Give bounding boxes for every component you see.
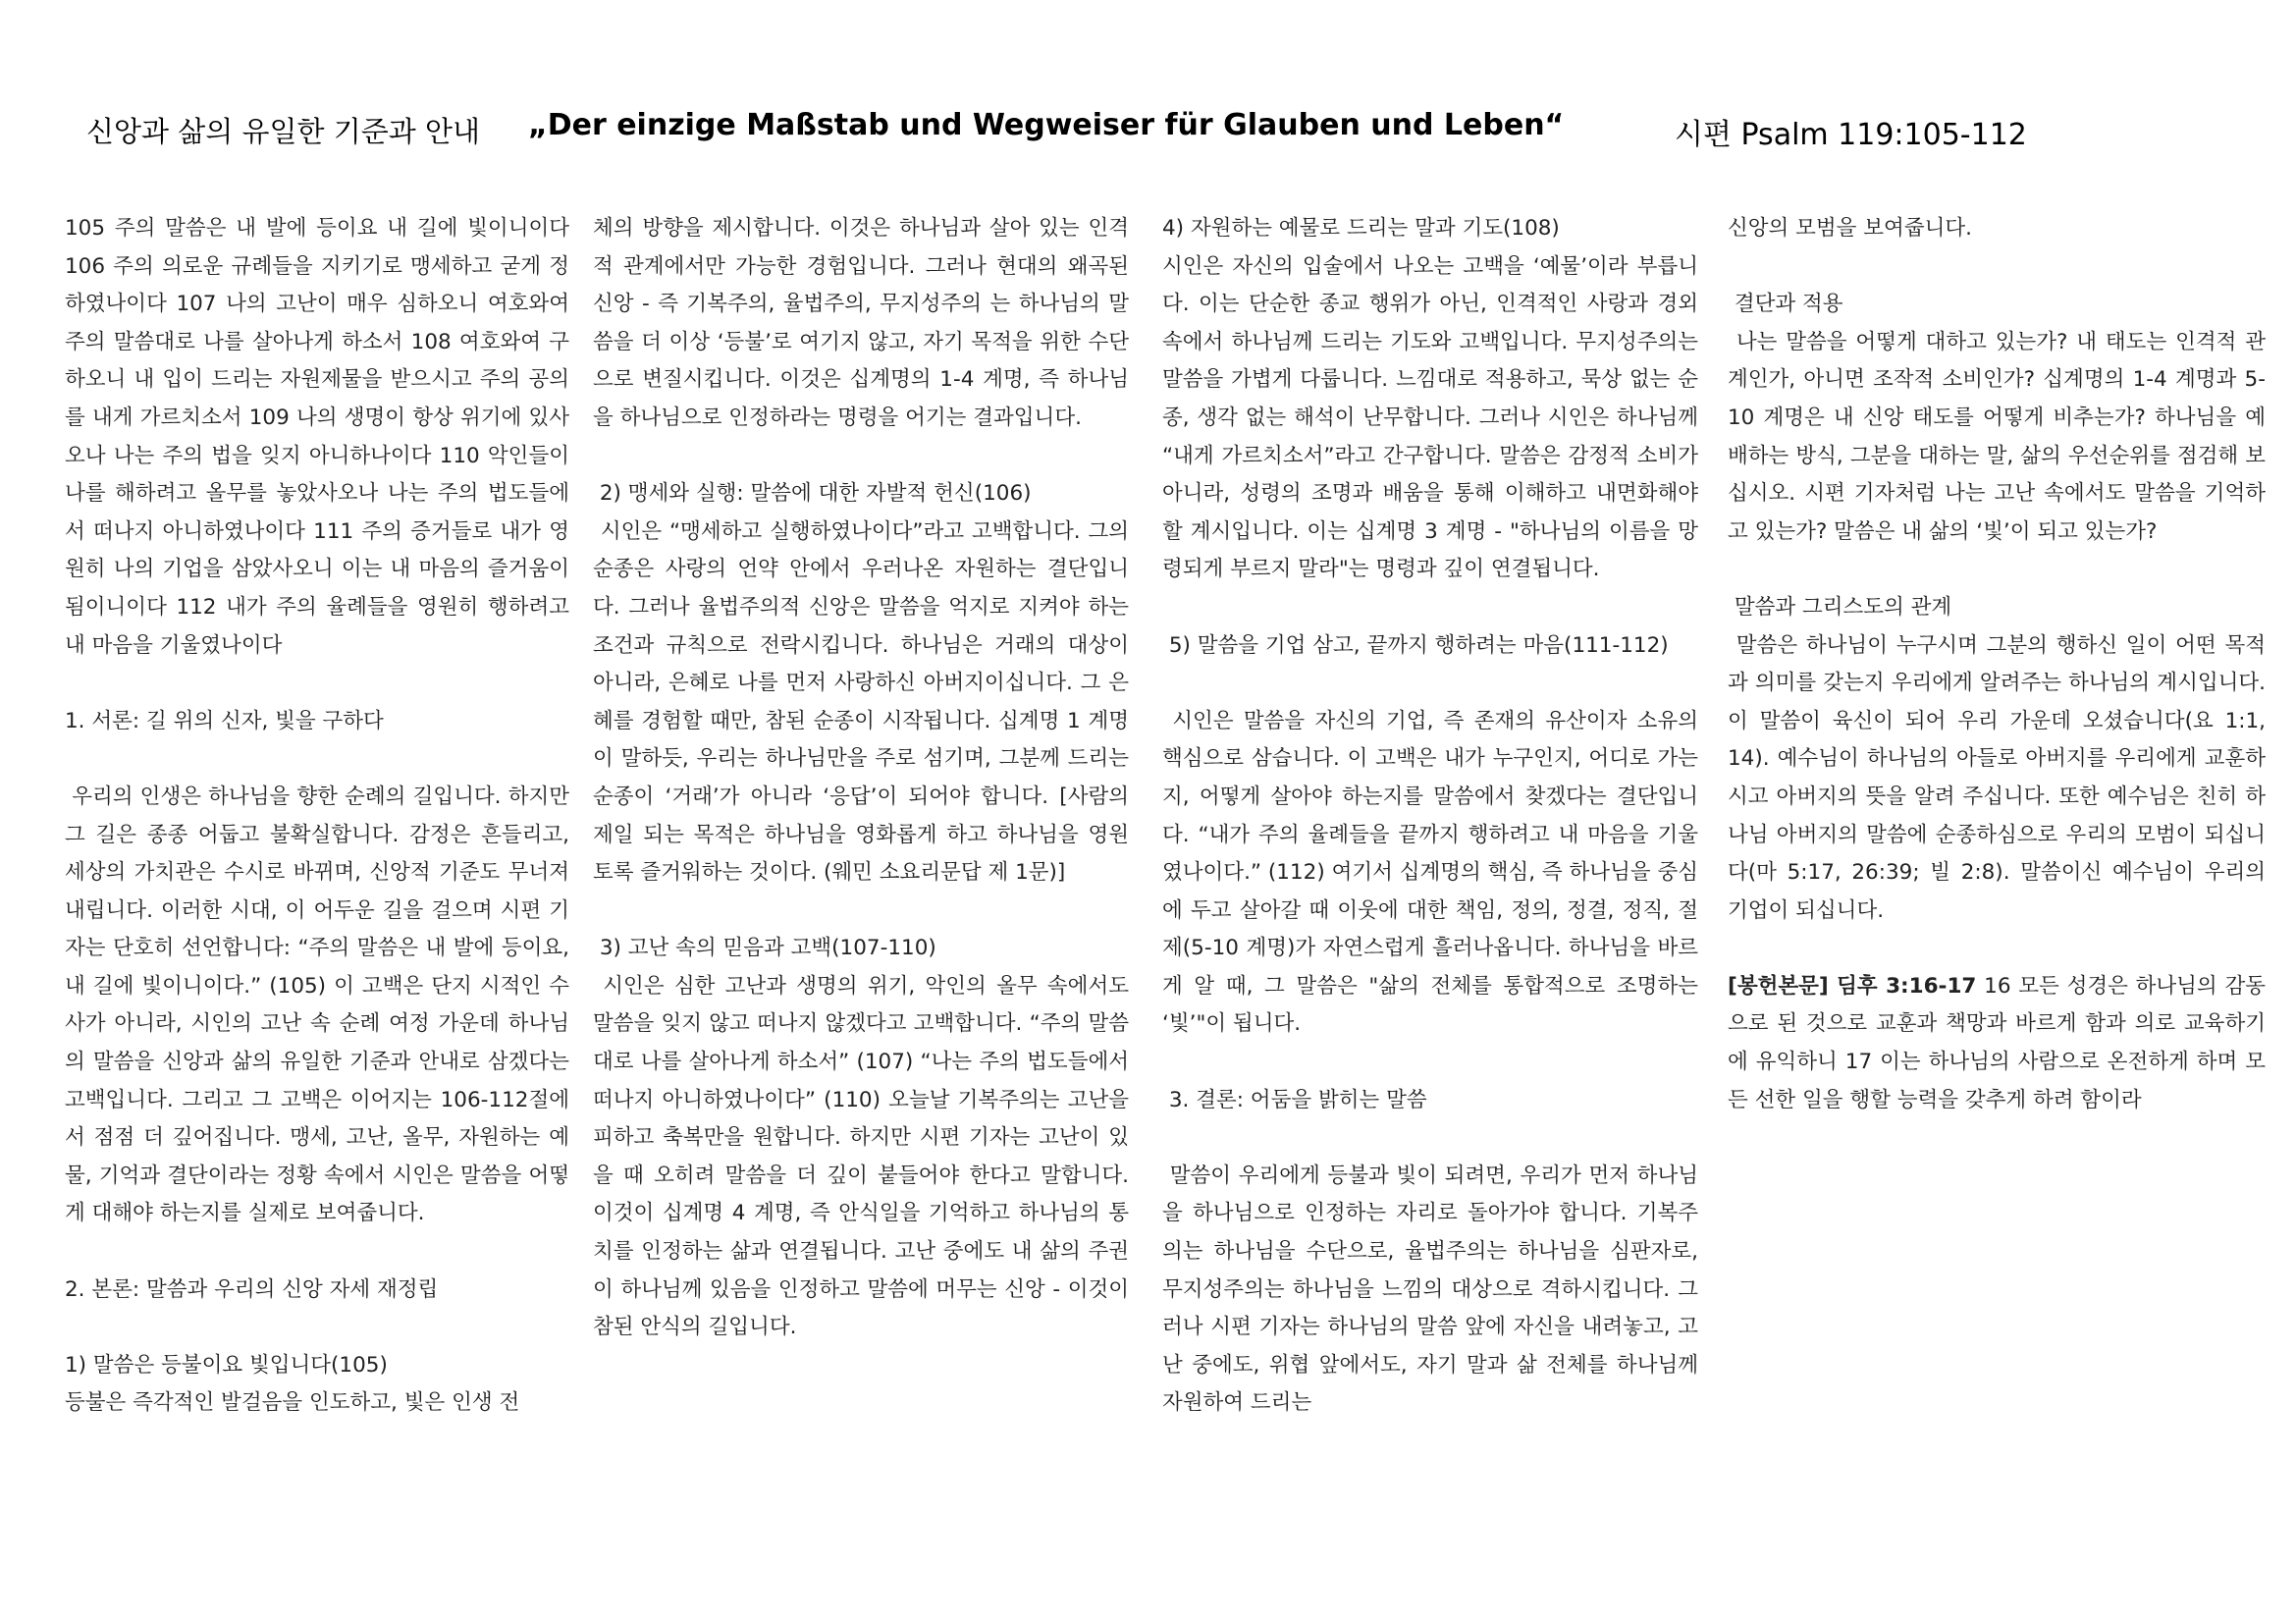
spacer — [65, 1309, 569, 1347]
application-body: 나는 말씀을 어떻게 대하고 있는가? 내 태도는 인격적 관계인가, 아니면 조작적 소비인가? 십계명의 1-4 계명과 5-10 계명은 내 신앙 태도를 어떻게 비추는가? 하나님을 예배하는 방식, 그분을 대하는 말, 삶의 우선순위를 점검해 보십시오. 시편 기자처럼 나는 고난 속에서도 말씀을 기억하고 있는가? 말씀은 내 삶의 ‘빛’이 되고 있는가? — [1728, 329, 2266, 544]
section-3-heading: 3) 고난 속의 믿음과 고백(107-110) — [593, 936, 936, 961]
spacer — [1162, 1044, 1698, 1082]
column-2 — [593, 210, 1136, 1347]
section-3-body: 시인은 심한 고난과 생명의 위기, 악인의 올무 속에서도 말씀을 잊지 않고 떠나지 않겠다고 고백합니다. “주의 말씀대로 나를 살아나게 하소서” (107) “나는 주의 법도들에서 떠나지 아니하였나이다” (110) 오늘날 기복주의는 고난을 피하고 축복만을 원합니다. 하지만 시편 기자는 고난이 있을 때 오히려 말씀을 더 깊이 붙들어야 한다고 말합니다. 이것이 십계명 4 계명, 즉 안식일을 기억하고 하나님의 통치를 인정하는 삶과 연결됩니다. 고난 중에도 내 삶의 주권이 하나님께 있음을 인정하고 말씀에 머무는 신앙 - 이것이 참된 안식의 길입니다. — [593, 973, 1136, 1340]
section-1-body-end: 체의 방향을 제시합니다. 이것은 하나님과 살아 있는 인격적 관계에서만 가능한 경험입니다. 그러나 현대의 왜곡된 신앙 - 즉 기복주의, 율법주의, 무지성주의 는 하나님의 말씀을 더 이상 ‘등불’로 여기지 않고, 자기 목적을 위한 수단으로 변질시킵니다. 이것은 십계명의 1-4 계명, 즉 하나님을 하나님으로 인정하라는 명령을 어기는 결과입니다. — [593, 216, 1136, 430]
section-2-heading: 2) 맹세와 실행: 말씀에 대한 자발적 헌신(106) — [593, 481, 1032, 507]
title-german: „Der einzige Maßstab und Wegweiser für Glauben und Leben“ — [528, 108, 1565, 142]
section-4-heading: 4) 자원하는 예물로 드리는 말과 기도(108) — [1162, 216, 1560, 241]
spacer — [1162, 665, 1698, 703]
column-3 — [1162, 210, 1705, 1423]
spacer — [593, 438, 1129, 476]
application-heading: 결단과 적용 — [1728, 292, 1843, 317]
column-4 — [1728, 210, 2272, 1119]
conclusion-end: 신앙의 모범을 보여줍니다. — [1728, 216, 1972, 241]
section-1-body-start: 등불은 즉각적인 발걸음을 인도하고, 빛은 인생 전 — [65, 1390, 520, 1416]
scripture-text: 105 주의 말씀은 내 발에 등이요 내 길에 빛이니이다 106 주의 의로운 규례들을 지키기로 맹세하고 굳게 정하였나이다 107 나의 고난이 매우 심하오니 여호와여 주의 말씀대로 나를 살아나게 하소서 108 여호와여 구하오니 내 입이 드리는 자원제물을 받으시고 주의 공의를 내게 가르치소서 109 나의 생명이 항상 위기에 있사오나 나는 주의 법을 잊지 아니하나이다 110 악인들이 나를 해하려고 올무를 놓았사오나 나는 주의 법도들에서 떠나지 아니하였나이다 111 주의 증거들로 내가 영원히 나의 기업을 삼았사오니 이는 내 마음의 즐거움이 됨이니이다 112 내가 주의 율례들을 영원히 행하려고 내 마음을 기울였나이다 — [65, 216, 576, 658]
section-5-body: 시인은 말씀을 자신의 기업, 즉 존재의 유산이자 소유의 핵심으로 삼습니다. 이 고백은 내가 누구인지, 어디로 가는지, 어떻게 살아야 하는지를 말씀에서 찾겠다는 결단입니다. “내가 주의 율례들을 끝까지 행하려고 내 마음을 기울였나이다.” (112) 여기서 십계명의 핵심, 즉 하나님을 중심에 두고 살아갈 때 이웃에 대한 책임, 정의, 정결, 정직, 절제(5-10 계명)가 자연스럽게 흘러나옵니다. 하나님을 바르게 알 때, 그 말씀은 "삶의 전체를 통합적으로 조명하는 ‘빛’"이 됩니다. — [1162, 708, 1705, 1037]
column-1 — [65, 210, 576, 1423]
spacer — [65, 665, 569, 703]
page-header — [0, 102, 2296, 161]
intro-body: 우리의 인생은 하나님을 향한 순례의 길입니다. 하지만 그 길은 종종 어둡고 불확실합니다. 감정은 흔들리고, 세상의 가치관은 수시로 바뀌며, 신앙적 기준도 무너져 내립니다. 이러한 시대, 이 어두운 길을 걸으며 시편 기자는 단호히 선언합니다: “주의 말씀은 내 발에 등이요, 내 길에 빛이니이다.” (105) 이 고백은 단지 시적인 수사가 아니라, 시인의 고난 속 순례 여정 가운데 하나님의 말씀을 신앙과 삶의 유일한 기준과 안내로 삼겠다는 고백입니다. 그리고 그 고백은 이어지는 106-112절에서 점점 더 깊어집니다. 맹세, 고난, 올무, 자원하는 예물, 기억과 결단이라는 정황 속에서 시인은 말씀을 어떻게 대해야 하는지를 실제로 보여줍니다. — [65, 784, 576, 1226]
conclusion-heading: 3. 결론: 어둠을 밝히는 말씀 — [1162, 1087, 1427, 1112]
intro-heading: 1. 서론: 길 위의 신자, 빛을 구하다 — [65, 708, 384, 733]
offering-body: 16 모든 성경은 하나님의 감동으로 된 것으로 교훈과 책망과 바르게 함과 의로 교육하기에 유익하니 17 이는 하나님의 사람으로 온전하게 하며 모든 선한 일을 행할 능력을 갖추게 하려 함이라 — [1728, 973, 2266, 1112]
spacer — [1728, 930, 2266, 968]
main-heading: 2. 본론: 말씀과 우리의 신앙 자세 재정립 — [65, 1276, 439, 1302]
scripture-reference: 시편 Psalm 119:105-112 — [1675, 118, 2027, 152]
spacer — [65, 1233, 569, 1272]
spacer — [1728, 248, 2266, 287]
section-2-body: 시인은 “맹세하고 실행하였나이다”라고 고백합니다. 그의 순종은 사랑의 언약 안에서 우러나온 자원하는 결단입니다. 그러나 율법주의적 신앙은 말씀을 억지로 지켜야 하는 조건과 규칙으로 전락시킵니다. 하나님은 거래의 대상이 아니라, 은혜로 나를 먼저 사랑하신 아버지이십니다. 그 은혜를 경험할 때만, 참된 순종이 시작됩니다. 십계명 1 계명이 말하듯, 우리는 하나님만을 주로 섬기며, 그분께 드리는 순종이 ‘거래’가 아니라 ‘응답’이 되어야 합니다. [사람의 제일 되는 목적은 하나님을 영화롭게 하고 하나님을 영원토록 즐거워하는 것이다. (웨민 소요리문답 제 1문)] — [593, 518, 1136, 886]
offering-label: [봉헌본문] 딤후 3:16-17 — [1728, 973, 1977, 999]
offering-text — [1728, 968, 2266, 1119]
spacer — [65, 740, 569, 779]
spacer — [1162, 1119, 1698, 1158]
section-1-heading: 1) 말씀은 등불이요 빛입니다(105) — [65, 1352, 388, 1378]
section-5-heading: 5) 말씀을 기업 삼고, 끝까지 행하려는 마음(111-112) — [1162, 632, 1669, 658]
title-korean: 신앙과 삶의 유일한 기준과 안내 — [86, 115, 481, 148]
conclusion-body: 말씀이 우리에게 등불과 빛이 되려면, 우리가 먼저 하나님을 하나님으로 인정하는 자리로 돌아가야 합니다. 기복주의는 하나님을 수단으로, 율법주의는 하나님을 심판자로, 무지성주의는 하나님을 느낌의 대상으로 격하시킵니다. 그러나 시편 기자는 하나님의 말씀 앞에 자신을 내려놓고, 고난 중에도, 위협 앞에서도, 자기 말과 삶 전체를 하나님께 자원하여 드리는 — [1162, 1163, 1705, 1416]
spacer — [1162, 589, 1698, 627]
christ-relation-heading: 말씀과 그리스도의 관계 — [1728, 594, 1952, 620]
spacer — [593, 893, 1129, 931]
section-4-body: 시인은 자신의 입술에서 나오는 고백을 ‘예물’이라 부릅니다. 이는 단순한 종교 행위가 아닌, 인격적인 사랑과 경외 속에서 하나님께 드리는 기도와 고백입니다. 무지성주의는 말씀을 가볍게 다룹니다. 느낌대로 적용하고, 묵상 없는 순종, 생각 없는 해석이 난무합니다. 그러나 시인은 하나님께 “내게 가르치소서”라고 간구합니다. 말씀은 감정적 소비가 아니라, 성령의 조명과 배움을 통해 이해하고 내면화해야 할 계시입니다. 이는 십계명 3 계명 - "하나님의 이름을 망령되게 부르지 말라"는 명령과 깊이 연결됩니다. — [1162, 253, 1705, 582]
spacer — [1728, 551, 2266, 589]
christ-relation-body: 말씀은 하나님이 누구시며 그분의 행하신 일이 어떤 목적과 의미를 갖는지 우리에게 알려주는 하나님의 계시입니다. 이 말씀이 육신이 되어 우리 가운데 오셨습니다(요 1:1, 14). 예수님이 하나님의 아들로 아버지를 우리에게 교훈하시고 아버지의 뜻을 알려 주십니다. 또한 예수님은 친히 하나님 아버지의 말씀에 순종하심으로 우리의 모범이 되십니다(마 5:17, 26:39; 빌 2:8). 말씀이신 예수님이 우리의 기업이 되십니다. — [1728, 632, 2272, 923]
